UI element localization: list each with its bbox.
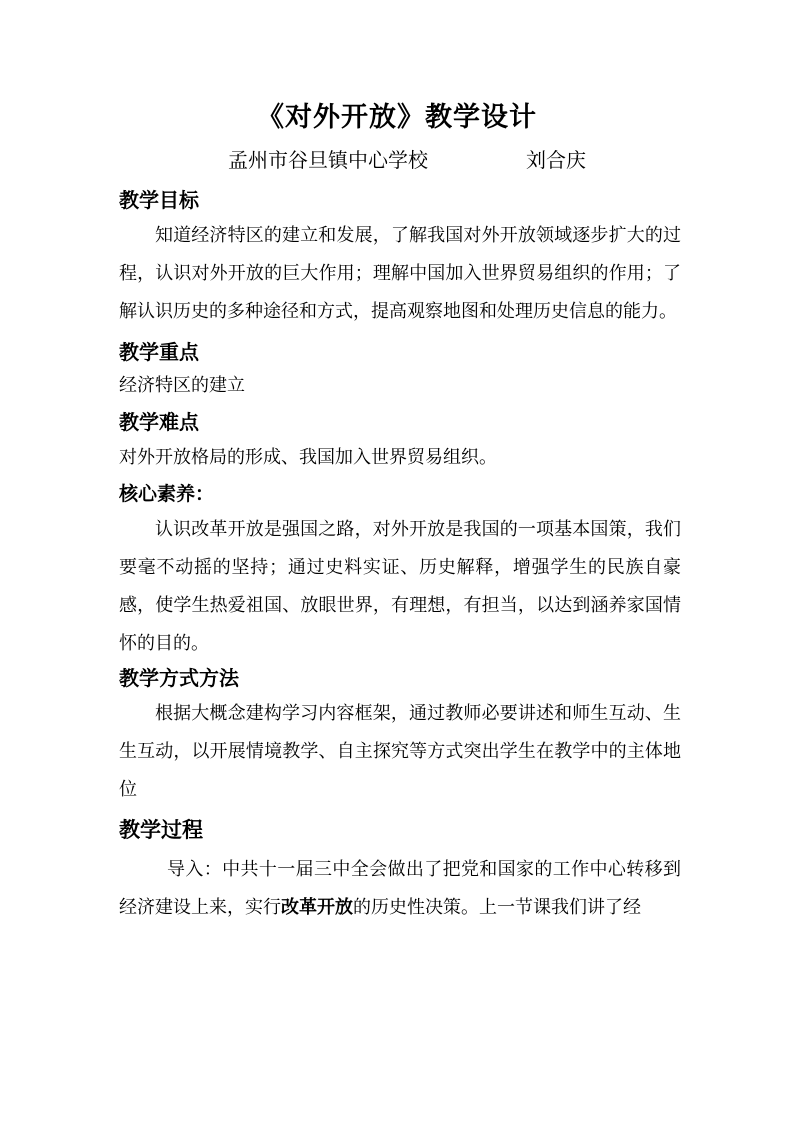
teaching-methods-text: 根据大概念建构学习内容框架，通过教师必要讲述和师生互动、生生互动，以开展情境教学、自主探究等方式突出学生在教学中的主体地位 [119, 703, 681, 800]
teaching-goals-text: 知道经济特区的建立和发展，了解我国对外开放领域逐步扩大的过程，认识对外开放的巨大作用；理解中国加入世界贸易组织的作用；了解认识历史的多种途径和方式，提高观察地图和处理历史信息的能力。 [119, 225, 681, 322]
key-points-text: 经济特区的建立 [119, 375, 245, 396]
author-name: 刘合庆 [526, 148, 586, 172]
core-literacy-text: 认识改革开放是强国之路，对外开放是我国的一项基本国策，我们要毫不动摇的坚持；通过史料实证、历史解释，增强学生的民族自豪感，使学生热爱祖国、放眼世界，有理想，有担当，以达到涵养家国情怀的目的。 [119, 519, 681, 654]
intro-text-part-1: 中共十一届三中全会做出了把党和国家的工作中心转移到经济建设上来，实行 [119, 859, 682, 918]
school-name: 孟州市谷旦镇中心学校 [228, 148, 428, 172]
difficulties-text: 对外开放格局的形成、我国加入世界贸易组织。 [119, 447, 497, 468]
intro-emphasis: 改革开放 [281, 897, 353, 918]
document-title: 《对外开放》教学设计 [257, 102, 537, 133]
heading-teaching-methods: 教学方式方法 [119, 666, 239, 690]
heading-key-points: 教学重点 [119, 340, 199, 364]
heading-teaching-process: 教学过程 [119, 818, 203, 842]
heading-difficulties: 教学难点 [119, 410, 199, 434]
heading-core-literacy: 核心素养： [119, 483, 215, 505]
document-body [119, 185, 681, 927]
heading-teaching-goals: 教学目标 [119, 188, 199, 212]
intro-label: 导入： [167, 859, 223, 880]
intro-text-part-2: 的历史性决策。上一节课我们讲了经 [353, 897, 641, 918]
teaching-process-intro [119, 851, 681, 927]
